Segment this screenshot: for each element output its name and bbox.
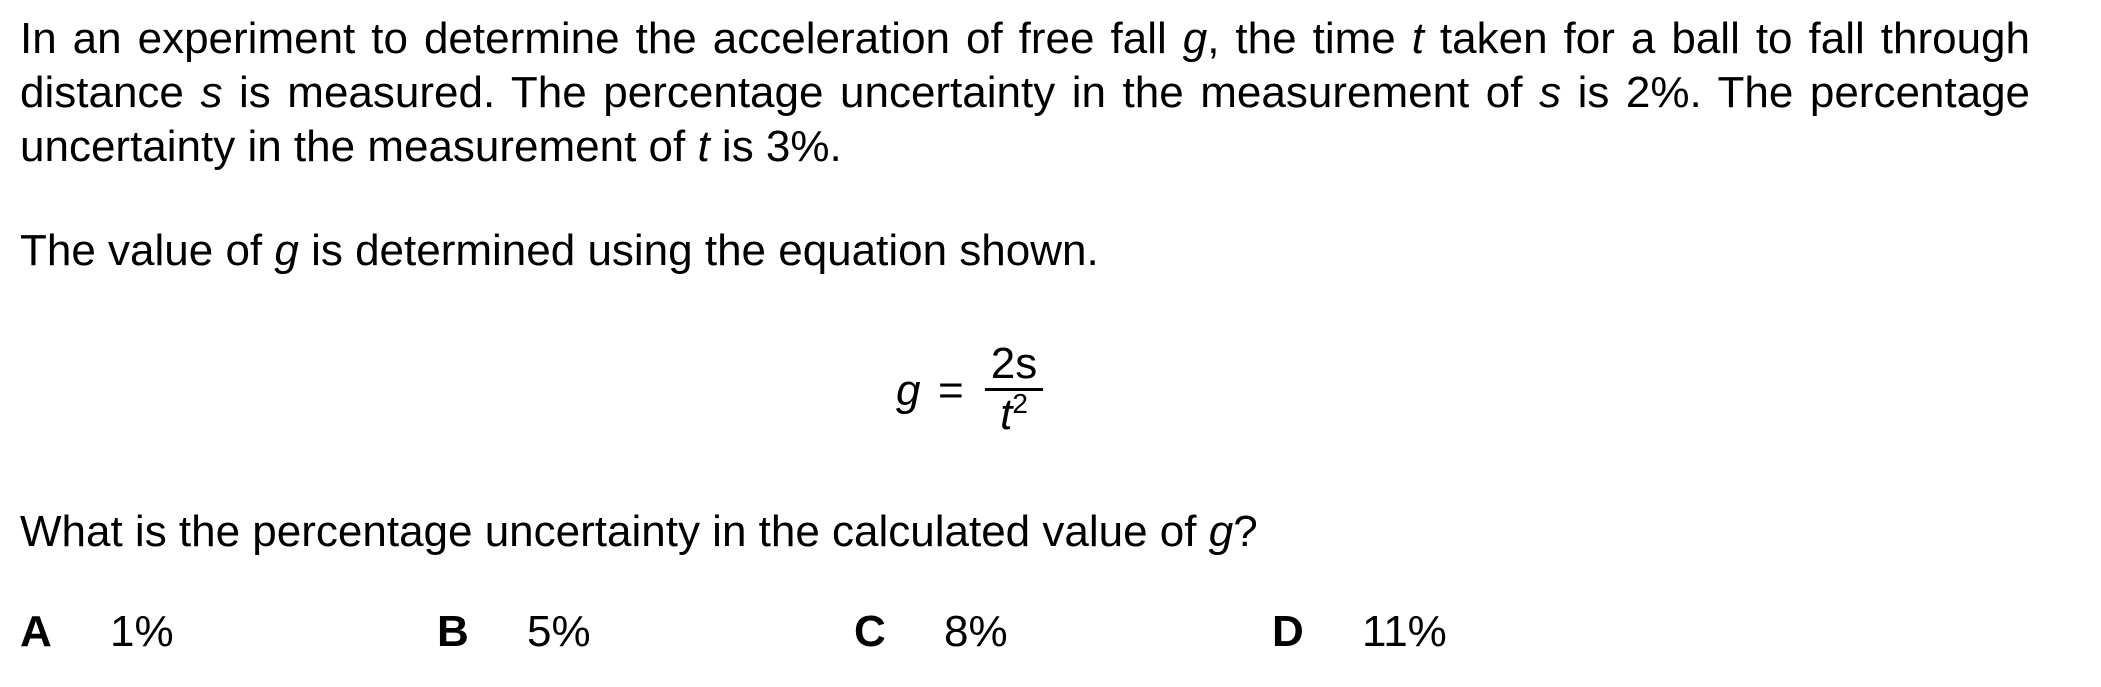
text-segment: In an experiment to determine the acceleration of free fall [20,14,1183,63]
variable-t: t [1411,14,1424,63]
option-letter: B [437,607,469,656]
denominator-exponent: 2 [1012,388,1028,419]
equals-sign: = [938,366,964,415]
text-segment: is 3%. [709,122,842,171]
fraction-denominator [982,387,1046,443]
variable-t: t [697,122,710,171]
variable-g: g [1208,507,1234,556]
question-context-paragraph [20,12,2030,174]
equation-lhs: g [896,366,921,415]
option-letter: D [1272,607,1304,656]
equation-intro-paragraph [20,224,2030,278]
option-value: 11% [1362,607,1447,656]
variable-g: g [1182,14,1208,63]
variable-s: s [1539,68,1562,117]
variable-s: s [200,68,223,117]
text-segment: ? [1233,507,1258,556]
text-segment: What is the percentage uncertainty in the calculated value of [20,507,1209,556]
option-value: 5% [527,607,591,656]
text-segment: , the time [1207,14,1412,63]
option-letter: A [20,607,52,656]
variable-g: g [274,226,299,275]
text-segment: taken for a ball to fall through distance [20,14,2030,117]
option-letter: C [854,607,886,656]
text-segment: The value of [20,226,275,275]
denominator-base: t [1000,390,1013,439]
fraction-numerator: 2s [990,339,1038,388]
text-segment: is 2%. The percentage uncertainty in the measurement of [20,68,2031,171]
option-value: 8% [944,607,1008,656]
answer-options [0,605,2101,665]
option-value: 1% [110,607,174,656]
text-segment: is determined using the equation shown. [298,226,1099,275]
text-segment: is measured. The percentage uncertainty in the measurement of [222,68,1540,117]
question-prompt [20,505,2030,559]
fraction [982,340,1046,443]
equation [896,340,1156,460]
